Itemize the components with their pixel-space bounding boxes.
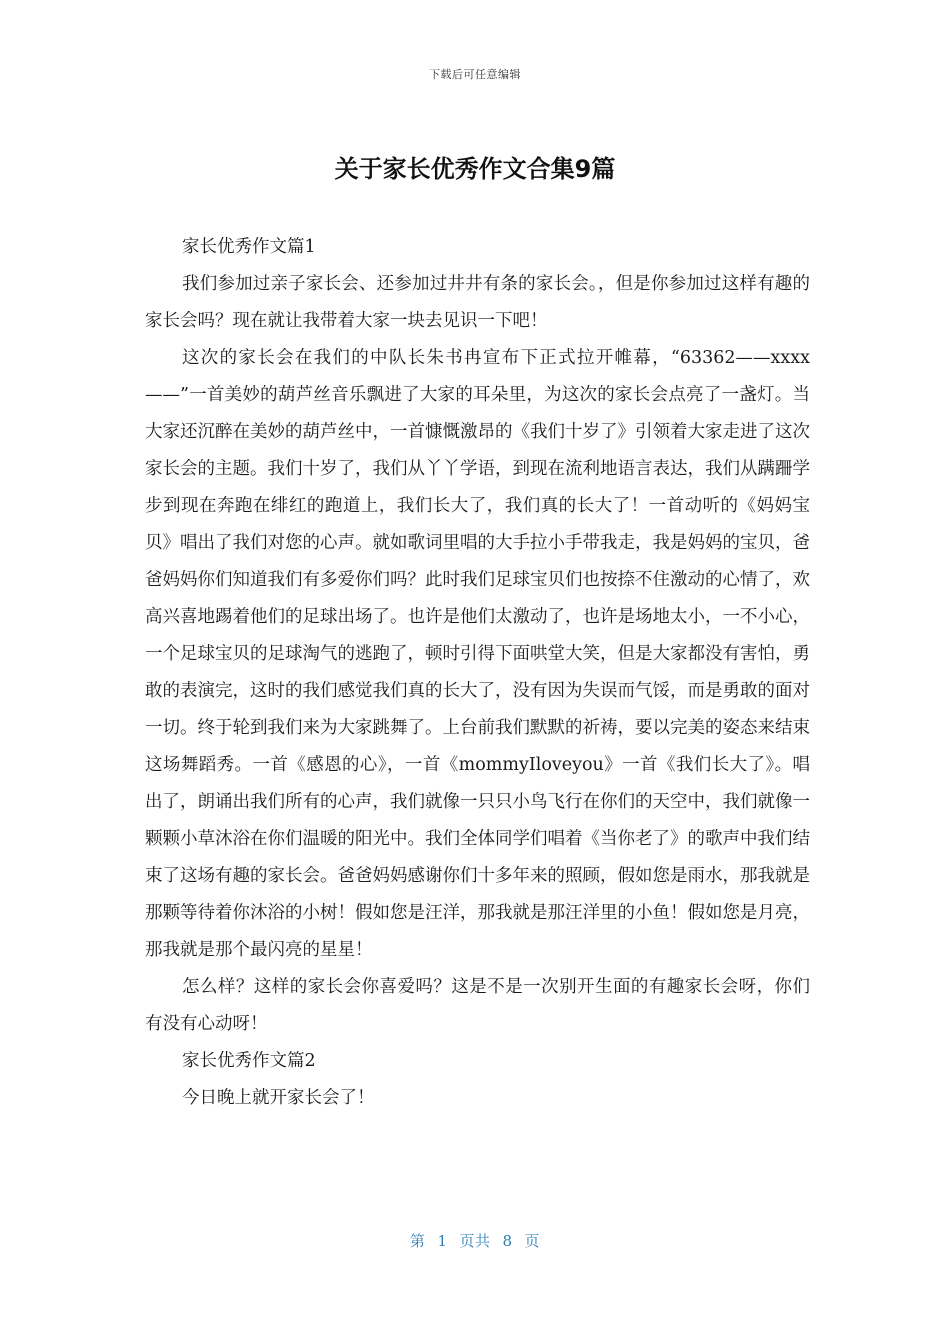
- footer-prefix: 第: [409, 1232, 426, 1250]
- body-paragraph: 这次的家长会在我们的中队长朱书冉宣布下正式拉开帷幕，“63362——xxxx——”一首美妙的葫芦丝音乐飘进了大家的耳朵里，为这次的家长会点亮了一盏灯。当大家还沉醉在美妙的葫芦丝中，一首慷慨激昂的《我们十岁了》引领着大家走进了这次家长会的主题。我们十岁了，我们从丫丫学语，到现在流利地语言表达，我们从蹒跚学步到现在奔跑在绯红的跑道上，我们长大了，我们真的长大了！一首动听的《妈妈宝贝》唱出了我们对您的心声。就如歌词里唱的大手拉小手带我走，我是妈妈的宝贝，爸爸妈妈你们知道我们有多爱你们吗？此时我们足球宝贝们也按捺不住激动的心情了，欢高兴喜地踢着他们的足球出场了。也许是他们太激动了，也许是场地太小，一不小心，一个足球宝贝的足球淘气的逃跑了，顿时引得下面哄堂大笑，但是大家都没有害怕，勇敢的表演完，这时的我们感觉我们真的长大了，没有因为失误而气馁，而是勇敢的面对一切。终于轮到我们来为大家跳舞了。上台前我们默默的祈祷，要以完美的姿态来结束这场舞蹈秀。一首《感恩的心》，一首《mommyIloveyou》一首《我们长大了》。唱出了，朗诵出我们所有的心声，我们就像一只只小鸟飞行在你们的天空中，我们就像一颗颗小草沐浴在你们温暖的阳光中。我们全体同学们唱着《当你老了》的歌声中我们结束了这场有趣的家长会。爸爸妈妈感谢你们十多年来的照顾，假如您是雨水，那我就是那颗等待着你沐浴的小树！假如您是汪洋，那我就是那汪洋里的小鱼！假如您是月亮，那我就是那个最闪亮的星星！: [145, 348, 810, 960]
- footer-suffix: 页: [524, 1232, 541, 1250]
- document-body: [145, 229, 810, 1117]
- body-paragraph: 怎么样？这样的家长会你喜爱吗？这是不是一次别开生面的有趣家长会呀，你们有没有心动呀！: [145, 977, 810, 1034]
- total-pages-number: 8: [502, 1232, 513, 1250]
- body-paragraph: 今日晚上就开家长会了！: [182, 1088, 375, 1108]
- current-page-number: 1: [437, 1232, 448, 1250]
- document-title: 关于家长优秀作文合集9篇: [334, 155, 616, 183]
- section-heading: 家长优秀作文篇2: [182, 1051, 316, 1071]
- body-paragraph: 我们参加过亲子家长会、还参加过井井有条的家长会。，但是你参加过这样有趣的家长会吗？现在就让我带着大家一块去见识一下吧！: [145, 274, 810, 331]
- page-header-note: 下载后可任意编辑: [429, 68, 521, 81]
- page-footer: [0, 1230, 950, 1251]
- section-heading: 家长优秀作文篇1: [182, 237, 316, 257]
- footer-middle: 页共: [459, 1232, 491, 1250]
